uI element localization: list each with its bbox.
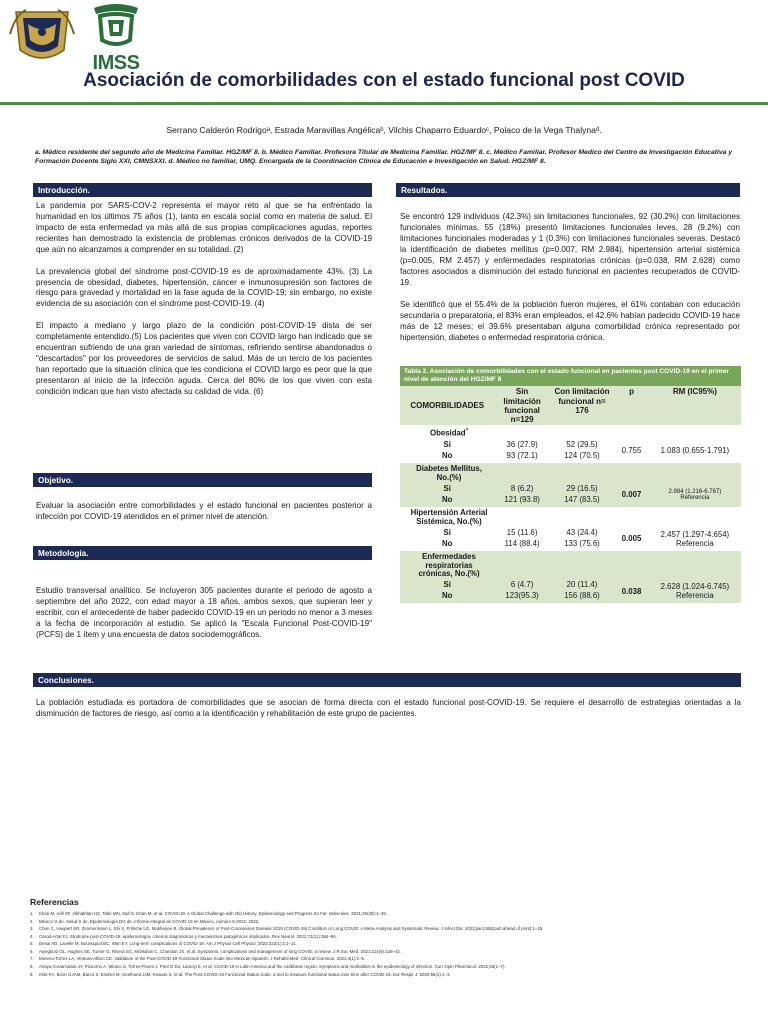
reference-item: 3. Chen C, Haupert SR, Zimmermann L, Shi X, Fritsche LG, Mukherjee B. Global Prevalence of Post-Coronavirus Disease 2019 (COVID-19) Condition or Long COVID: A Meta-Analysis and Systematic Review. J Infect Dis. 2022;jiac136(Epub ahead of print):1–15. xyxy=(30,926,544,932)
cell-value: 121 (93.8) xyxy=(504,494,540,504)
resultados-section xyxy=(400,212,740,355)
results-table xyxy=(400,366,741,603)
table-header: p xyxy=(629,387,634,397)
table-header: Con limitación funcional n= 176 xyxy=(554,387,610,415)
objetivo-text: Evaluar la asociación entre comorbilidades y el estado funcional en pacientes posterior a infección por COVID-19 atendidos en el primer nivel de atención. xyxy=(36,501,372,521)
cell-value: 147 (83.5) xyxy=(564,494,600,504)
affiliations: a. Médico residente del segundo año de Medicina Familiar. HGZ/MF 8. b. Médico Familiar. Profesora Titular de Medicina Familiar. HGZ/MF 8. c. Médico Familiar. Profesor Medico del Centro de Investigación Educativa y Formación Docente Siglo XXI, CMNSXXI. d. Médico no familiar, UMQ. Encargada de la Coordinación Clínica de Educación e Investigación en Salud. HGZ/MF 8. xyxy=(35,149,733,166)
cell-value: 15 (11.6) xyxy=(506,527,538,537)
rm-cell xyxy=(649,527,741,551)
table-caption: Tabla 2. Asociación de comorbilidades con el estado funcional en pacientes post COVID-19 en el primer nivel de atención del HGZ/MF 8 xyxy=(400,366,741,386)
p-value: 0.038 xyxy=(621,586,642,596)
table-group-header xyxy=(400,507,741,527)
metodologia-heading: Metodología. xyxy=(33,546,372,560)
cell-value: 36 (27.9) xyxy=(506,439,538,449)
cell-value: 114 (88.4) xyxy=(504,538,540,548)
row-label-no: No xyxy=(442,591,453,601)
cell-value: 123(95.3) xyxy=(505,591,539,601)
rm-cell xyxy=(649,439,741,463)
references-section xyxy=(30,897,750,978)
poster-title: Asociación de comorbilidades con el estado funcional post COVID xyxy=(83,70,685,91)
resultados-paragraph: Se encontró 129 individuos (42.3%) sin limitaciones funcionales, 92 (30.2%) con limitaciones funcionales mínimas, 55 (18%) presentó limitaciones funcionales leves, 28 (9.2%) con limitaciones funcionales moderadas y 1 (0.3%) con limitaciones funcionales severas. Destacó la identificación de diabetes mellitus (p=0.007, RM 2.984), hipertensión arterial sistémica (p=0.005, RM 2.457) y enfermedades respiratorias crónicas (p=0.038, RM 2.628) como factores asociados a disminución del estado funcional en pacientes recuperados de COVID-19. xyxy=(400,212,740,287)
references-list xyxy=(30,910,750,978)
cell-value: 8 (6.2) xyxy=(510,483,534,493)
conclusiones-heading: Conclusiones. xyxy=(33,673,741,687)
table-row xyxy=(400,483,741,494)
cell-value: 6 (4.7) xyxy=(510,580,534,590)
table-group-header xyxy=(400,425,741,439)
rm-reference: Referencia xyxy=(676,538,714,548)
row-label-si: Si xyxy=(443,580,451,590)
row-label-si: Si xyxy=(443,483,451,493)
reference-item: 7. Moreno-Torres LA, Ventura-Alfaro CE. Validation of the Post-COVID-19 Functional Status Scale into Mexican-Spanish. J Rehabil Med -Clinical Commun. 2021;4(1):1–5. xyxy=(30,956,366,962)
table-group-header xyxy=(400,551,741,580)
table-row xyxy=(400,527,741,538)
reference-item: 2. México G de. Salud S de, Epidemiología DG de. Informe Integral de COVID-19 en México, número 5-2022. 2022. xyxy=(30,918,260,924)
footnote-mark: ª xyxy=(465,427,468,435)
reference-item: 4. Carod-Artal FJ. Síndrome post-COVID-19: epidemiología, criterios diagnósticos y mecanismos patogénicos implicados. Rev Neurol. 2021;72(11):384–96. xyxy=(30,933,337,939)
intro-paragraph: La prevalencia global del síndrome post-COVID-19 es de aproximadamente 43%. (3) La presencia de obesidad, diabetes, hipertensión, cáncer e inmunosupresión son factores de riesgo para gravedad y mortalidad en la fase aguda de la COVID-19; sin embargo, no existe evidencia de su asociación con el síndrome post-COVID-19. (4) xyxy=(36,266,372,309)
table-header: RM (IC95%) xyxy=(672,387,717,397)
cell-value: 133 (75.6) xyxy=(564,538,600,548)
reference-item: 6. Aiyegbusi OL, Hughes SE, Turner G, Rivera SC, McMullan C, Chandan JS, et al. Symptoms, complications and management of long COVID: a review. J R Soc Med. 2021;114(9):428–42. xyxy=(30,948,402,954)
unam-crest-logo xyxy=(6,4,78,70)
rm-value: 2.984 (1.216-6.767) xyxy=(668,488,722,495)
title-divider xyxy=(0,102,768,105)
rm-reference: Referencia xyxy=(680,494,710,501)
table-row xyxy=(400,579,741,590)
resultados-heading: Resultados. xyxy=(396,183,740,197)
cell-value: 124 (70.5) xyxy=(564,450,600,460)
cell-value: 43 (24.4) xyxy=(566,527,598,537)
table-group-header xyxy=(400,463,741,483)
reference-item: 5. Desai AD, Lavelle M, Boursiquot BC, Wan EY. Long-term complications of COVID-19. Am J Physiol Cell Physiol. 2022;322(1):C1–11. xyxy=(30,941,297,947)
table-grid xyxy=(400,386,741,603)
objetivo-heading: Objetivo. xyxy=(33,473,372,487)
intro-paragraph: La pandemia por SARS-COV-2 representa el mayor reto al que se ha enfrentado la humanidad en los últimos 75 años (1), tanto en escala social como en materia de salud. El impacto de esta enfermedad va más allá de sus propias complicaciones agudas, reportes recientes han demostrado la existencia de problemas crónicos derivados de la COVID-19 que aún no alcanzamos a comprender en su totalidad. (2) xyxy=(36,201,372,254)
p-value: 0.005 xyxy=(621,534,642,544)
cell-value: 20 (11.4) xyxy=(566,580,598,590)
authors-line: Serrano Calderón Rodrigoᵃ, Estrada Maravillas Angélicaᵇ, Vilchis Chaparro Eduardoᶜ, Polaco de la Vega Thalynaᵈ. xyxy=(166,125,602,135)
reference-item: 8. Anaya-Covarrubias JY, Pizuorno A, Mirazo S, Torres-Flores J, Ponl G Du, Lamoyi E, et al. COVID-19 in Latin America and the caribbean region: Symptoms and morbidities in the epidemiology of infection. Curr Opin Pharmacol. 2022;63(1–7). xyxy=(30,964,506,970)
intro-heading: Introducción. xyxy=(33,183,372,197)
cell-value: 93 (72.1) xyxy=(506,450,538,460)
rm-cell xyxy=(649,579,741,603)
table-header: Sin limitación funcional n=129 xyxy=(503,387,541,425)
imss-logo xyxy=(86,2,146,74)
row-label-si: Si xyxy=(443,439,451,449)
row-label-no: No xyxy=(442,494,453,504)
reference-item: 1. Khan M, Adil SF, Alkhathlan HZ, Tahir MN, Saif S, Khan M, et al. COVID-19: A Global Challenge with Old History, Epidemiology and Progress So Far. Molecules. 2021;26(39):1–25. xyxy=(30,911,388,916)
rm-value: 1.083 (0.655-1.791) xyxy=(660,446,730,456)
rm-value: 2.457 (1.297-4.654) xyxy=(660,529,730,539)
metodologia-text: Estudio transversal analítico. Se incluyeron 305 pacientes durante el periodo de agosto a septiembre del año 2022, con edad mayor a 18 años, ambos sexos, que supieran leer y escribir, con el antecedente de haber padecido COVID-19 en un periodo no menor a 3 meses a la fecha de incorporación al estudio. Se aplicó la "Escala Funcional Post-COVID-19" (PCFS) de 1 ítem y una encuesta de datos sociodemográficos. xyxy=(36,586,372,639)
reference-item: 9. Klok FA, Boon GJAM, Barco S, Endres M, Geelhoed JJM, Knauss S, et al. The Post-COVID-19 Functional Status scale: a tool to measure functional status over time after COVID-19. Eur Respir J. 2020;56(1):1–3. xyxy=(30,971,451,977)
comorbidity-label: Diabetes Mellitus, No.(%) xyxy=(416,463,482,482)
table-row xyxy=(400,439,741,450)
imss-logo-text: IMSS xyxy=(92,52,140,74)
cell-value: 52 (29.5) xyxy=(566,439,598,449)
rm-value: 2.628 (1.024-6.745) xyxy=(660,582,730,592)
comorbidity-label: Hipertensión Arterial Sistémica, No.(%) xyxy=(410,507,488,526)
p-value: 0.007 xyxy=(621,490,642,500)
row-label-no: No xyxy=(442,538,453,548)
comorbidity-label: Enfermedades respiratorias crónicas, No.(%) xyxy=(418,551,480,579)
intro-section xyxy=(36,201,372,409)
comorbidity-label: Obesidad$^ª$ xyxy=(430,427,468,438)
references-heading: Referencias xyxy=(30,897,79,907)
p-value: 0.755 xyxy=(621,446,642,456)
rm-reference: Referencia xyxy=(676,591,714,601)
resultados-paragraph: Se identificó que el 55.4% de la población fueron mujeres, el 61% contaban con educación secundaria o preparatoria, el 83% eran empleados, el 42.6% habían padecido COVID-19 hace más de 12 meses; el 39.6% presentaban alguna comorbilidad crónica representado por hipertensión, diabetes o enfermedad respiratoria crónica. xyxy=(400,300,740,343)
cell-value: 29 (16.5) xyxy=(566,483,598,493)
row-label-no: No xyxy=(442,450,453,460)
table-header: COMORBILIDADES xyxy=(410,401,485,411)
cell-value: 156 (88.6) xyxy=(564,591,600,601)
rm-cell xyxy=(649,483,741,507)
row-label-si: Si xyxy=(443,527,451,537)
conclusiones-text: La población estudiada es portadora de comorbilidades que se asocian de forma directa con el estado funcional post-COVID-19. Se requiere el desarrollo de estrategias orientadas a la disminución de factores de riesgo, así como a la identificación y rehabilitación de este grupo de pacientes. xyxy=(36,698,741,718)
intro-paragraph: El impacto a mediano y largo plazo de la condición post-COVID-19 dista de ser completamente entendido.(5) Los pacientes que viven con COVID largo han indicado que se encuentran sufriendo de una gran variedad de síntomas, refiriendo sentirse abandonados o "descartados" por los proveedores de servicios de salud. Más de un tercio de los pacientes han reportado que la situación clínica que les condiciona el COVID largo es peor que la que presentaron al inicio de la infección aguda. Cerca del 80% de los que viven con esta condición indican que han visto afectada su calidad de vida. (6) xyxy=(36,321,372,396)
imss-eagle-emblem xyxy=(86,2,146,48)
